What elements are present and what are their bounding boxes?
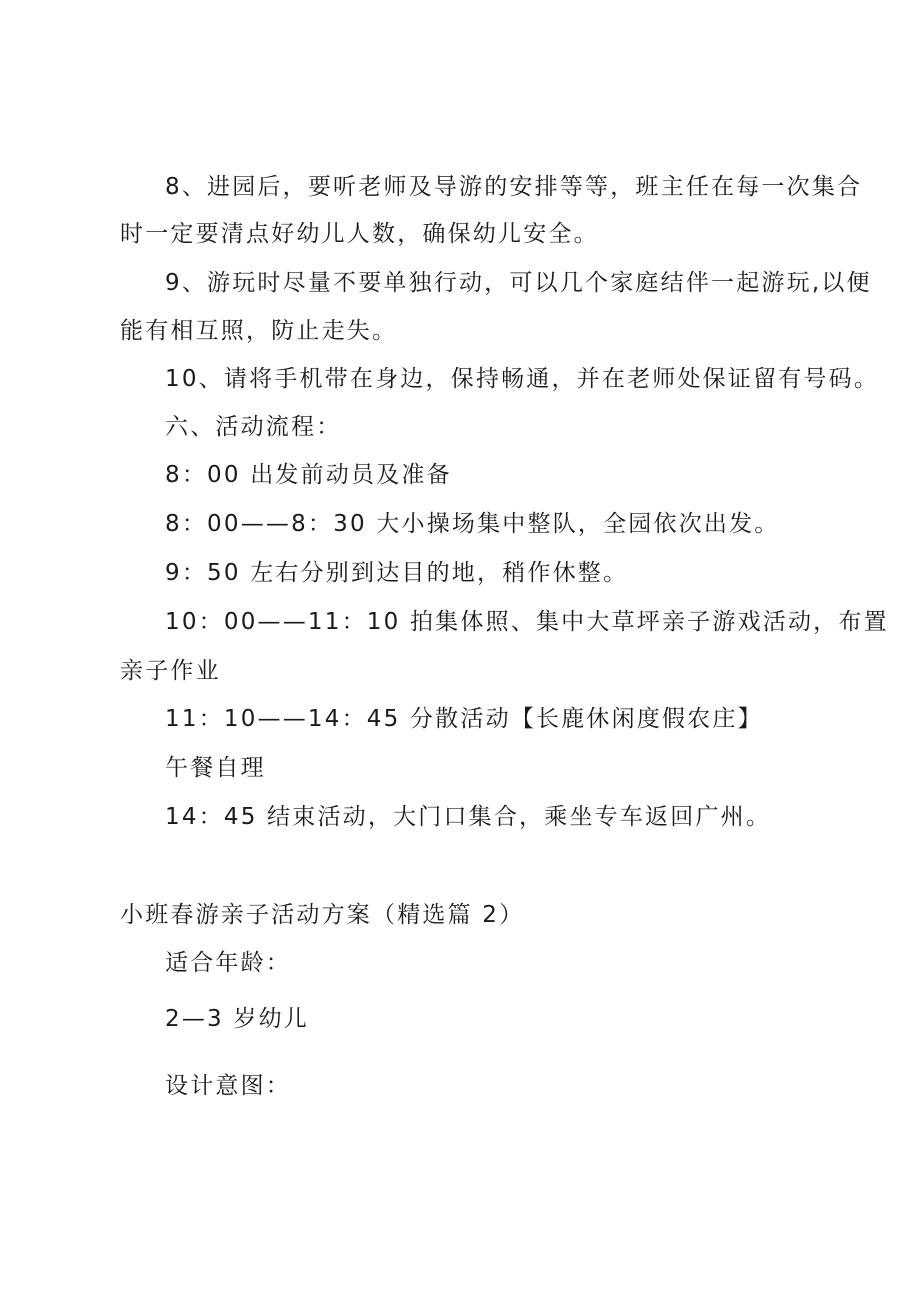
article-2-title: 小班春游亲子活动方案（精选篇 2） bbox=[120, 902, 525, 928]
paragraph-9-line-1: 9、游玩时尽量不要单独行动，可以几个家庭结伴一起游玩,以便 bbox=[165, 270, 872, 296]
paragraph-8-line-1: 8、进园后，要听老师及导游的安排等等，班主任在每一次集合 bbox=[165, 174, 863, 200]
schedule-item: 8：00 出发前动员及准备 bbox=[165, 462, 452, 488]
design-intent-label: 设计意图： bbox=[165, 1073, 291, 1099]
section-heading: 六、活动流程： bbox=[165, 414, 342, 440]
paragraph-8-line-2: 时一定要清点好幼儿人数，确保幼儿安全。 bbox=[120, 221, 599, 247]
schedule-item: 14：45 结束活动，大门口集合，乘坐专车返回广州。 bbox=[165, 804, 772, 830]
schedule-item: 午餐自理 bbox=[165, 755, 266, 781]
age-value: 2—3 岁幼儿 bbox=[165, 1006, 309, 1032]
schedule-item: 8：00——8：30 大小操场集中整队，全园依次出发。 bbox=[165, 511, 780, 537]
schedule-item: 9：50 左右分别到达目的地，稍作休整。 bbox=[165, 560, 629, 586]
schedule-item-line-1: 10：00——11：10 拍集体照、集中大草坪亲子游戏活动，布置 bbox=[165, 609, 889, 635]
paragraph-9-line-2: 能有相互照，防止走失。 bbox=[120, 318, 398, 344]
schedule-item-line-2: 亲子作业 bbox=[120, 658, 221, 684]
age-label: 适合年龄： bbox=[165, 950, 291, 976]
schedule-item: 11：10——14：45 分散活动【长鹿休闲度假农庄】 bbox=[165, 706, 763, 732]
paragraph-10: 10、请将手机带在身边，保持畅通，并在老师处保证留有号码。 bbox=[165, 366, 880, 392]
